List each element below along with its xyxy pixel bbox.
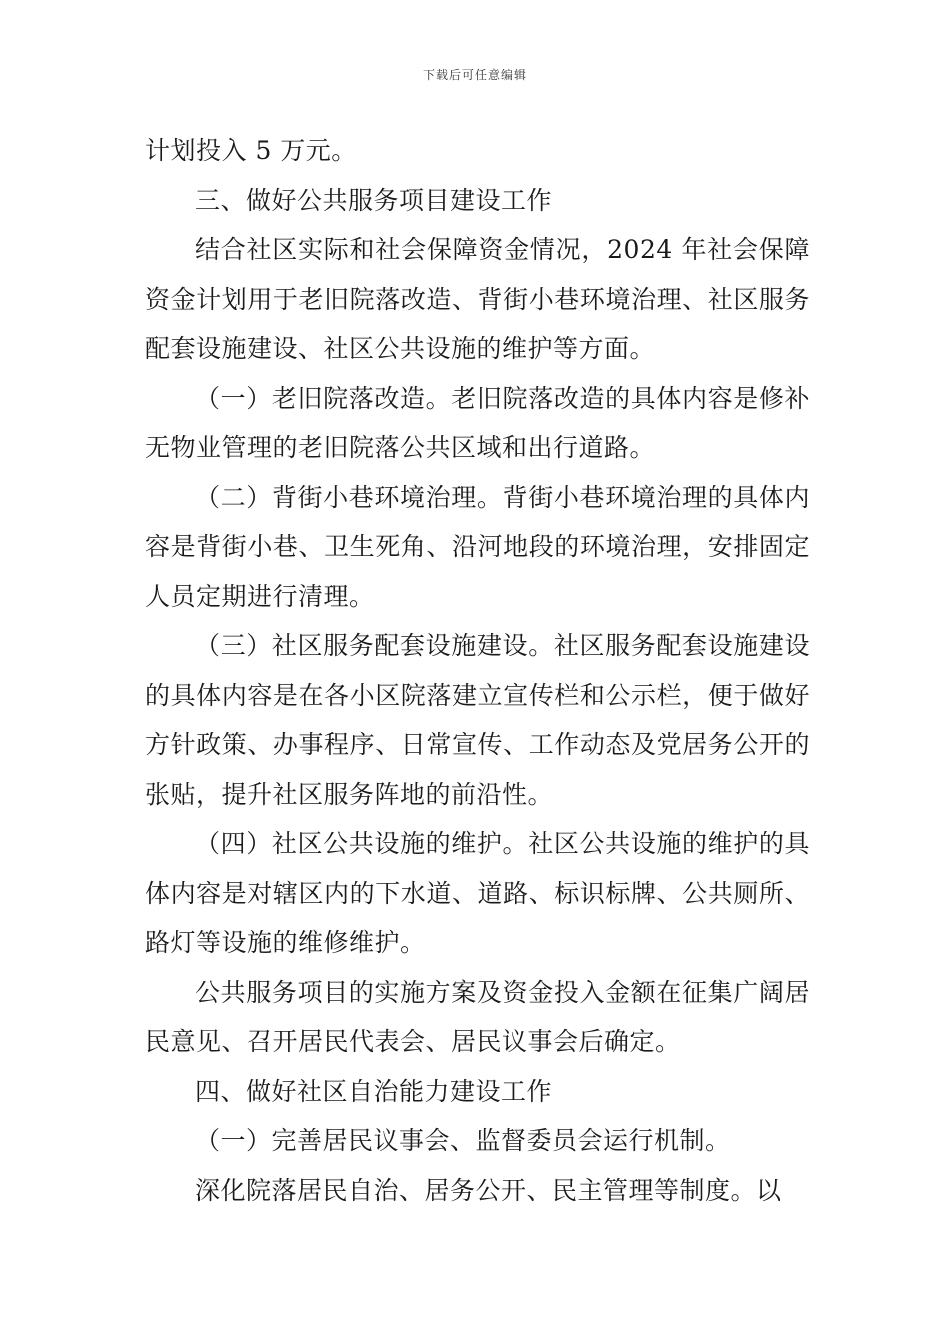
paragraph-continuation: 计划投入 5 万元。: [145, 136, 357, 165]
section-heading-4: 四、做好社区自治能力建设工作: [195, 1076, 553, 1106]
section-heading-3: 三、做好公共服务项目建设工作: [195, 185, 553, 215]
paragraph-item-4: （四）社区公共设施的维护。社区公共设施的维护的具体内容是对辖区内的下水道、道路、标识标牌、公共厕所、路灯等设施的维修维护。: [145, 829, 810, 957]
paragraph-deepen: 深化院落居民自治、居务公开、民主管理等制度。以: [195, 1175, 782, 1205]
header-note: 下载后可任意编辑: [422, 68, 527, 82]
paragraph-item-1: （一）老旧院落改造。老旧院落改造的具体内容是修补无物业管理的老旧院落公共区域和出行道路。: [145, 383, 810, 462]
paragraph-funding-plan: 结合社区实际和社会保障资金情况，2024 年社会保障资金计划用于老旧院落改造、背街小巷环境治理、社区服务配套设施建设、社区公共设施的维护等方面。: [145, 235, 810, 363]
paragraph-subheading-1: （一）完善居民议事会、监督委员会运行机制。: [195, 1126, 731, 1155]
document-body: [145, 126, 810, 1215]
paragraph-item-3: （三）社区服务配套设施建设。社区服务配套设施建设的具体内容是在各小区院落建立宣传栏和公示栏，便于做好方针政策、办事程序、日常宣传、工作动态及党居务公开的张贴，提升社区服务阵地的前沿性。: [145, 631, 810, 809]
paragraph-implementation: 公共服务项目的实施方案及资金投入金额在征集广阔居民意见、召开居民代表会、居民议事会后确定。: [145, 977, 810, 1056]
paragraph-item-2: （二）背街小巷环境治理。背街小巷环境治理的具体内容是背街小巷、卫生死角、沿河地段的环境治理，安排固定人员定期进行清理。: [145, 482, 810, 611]
